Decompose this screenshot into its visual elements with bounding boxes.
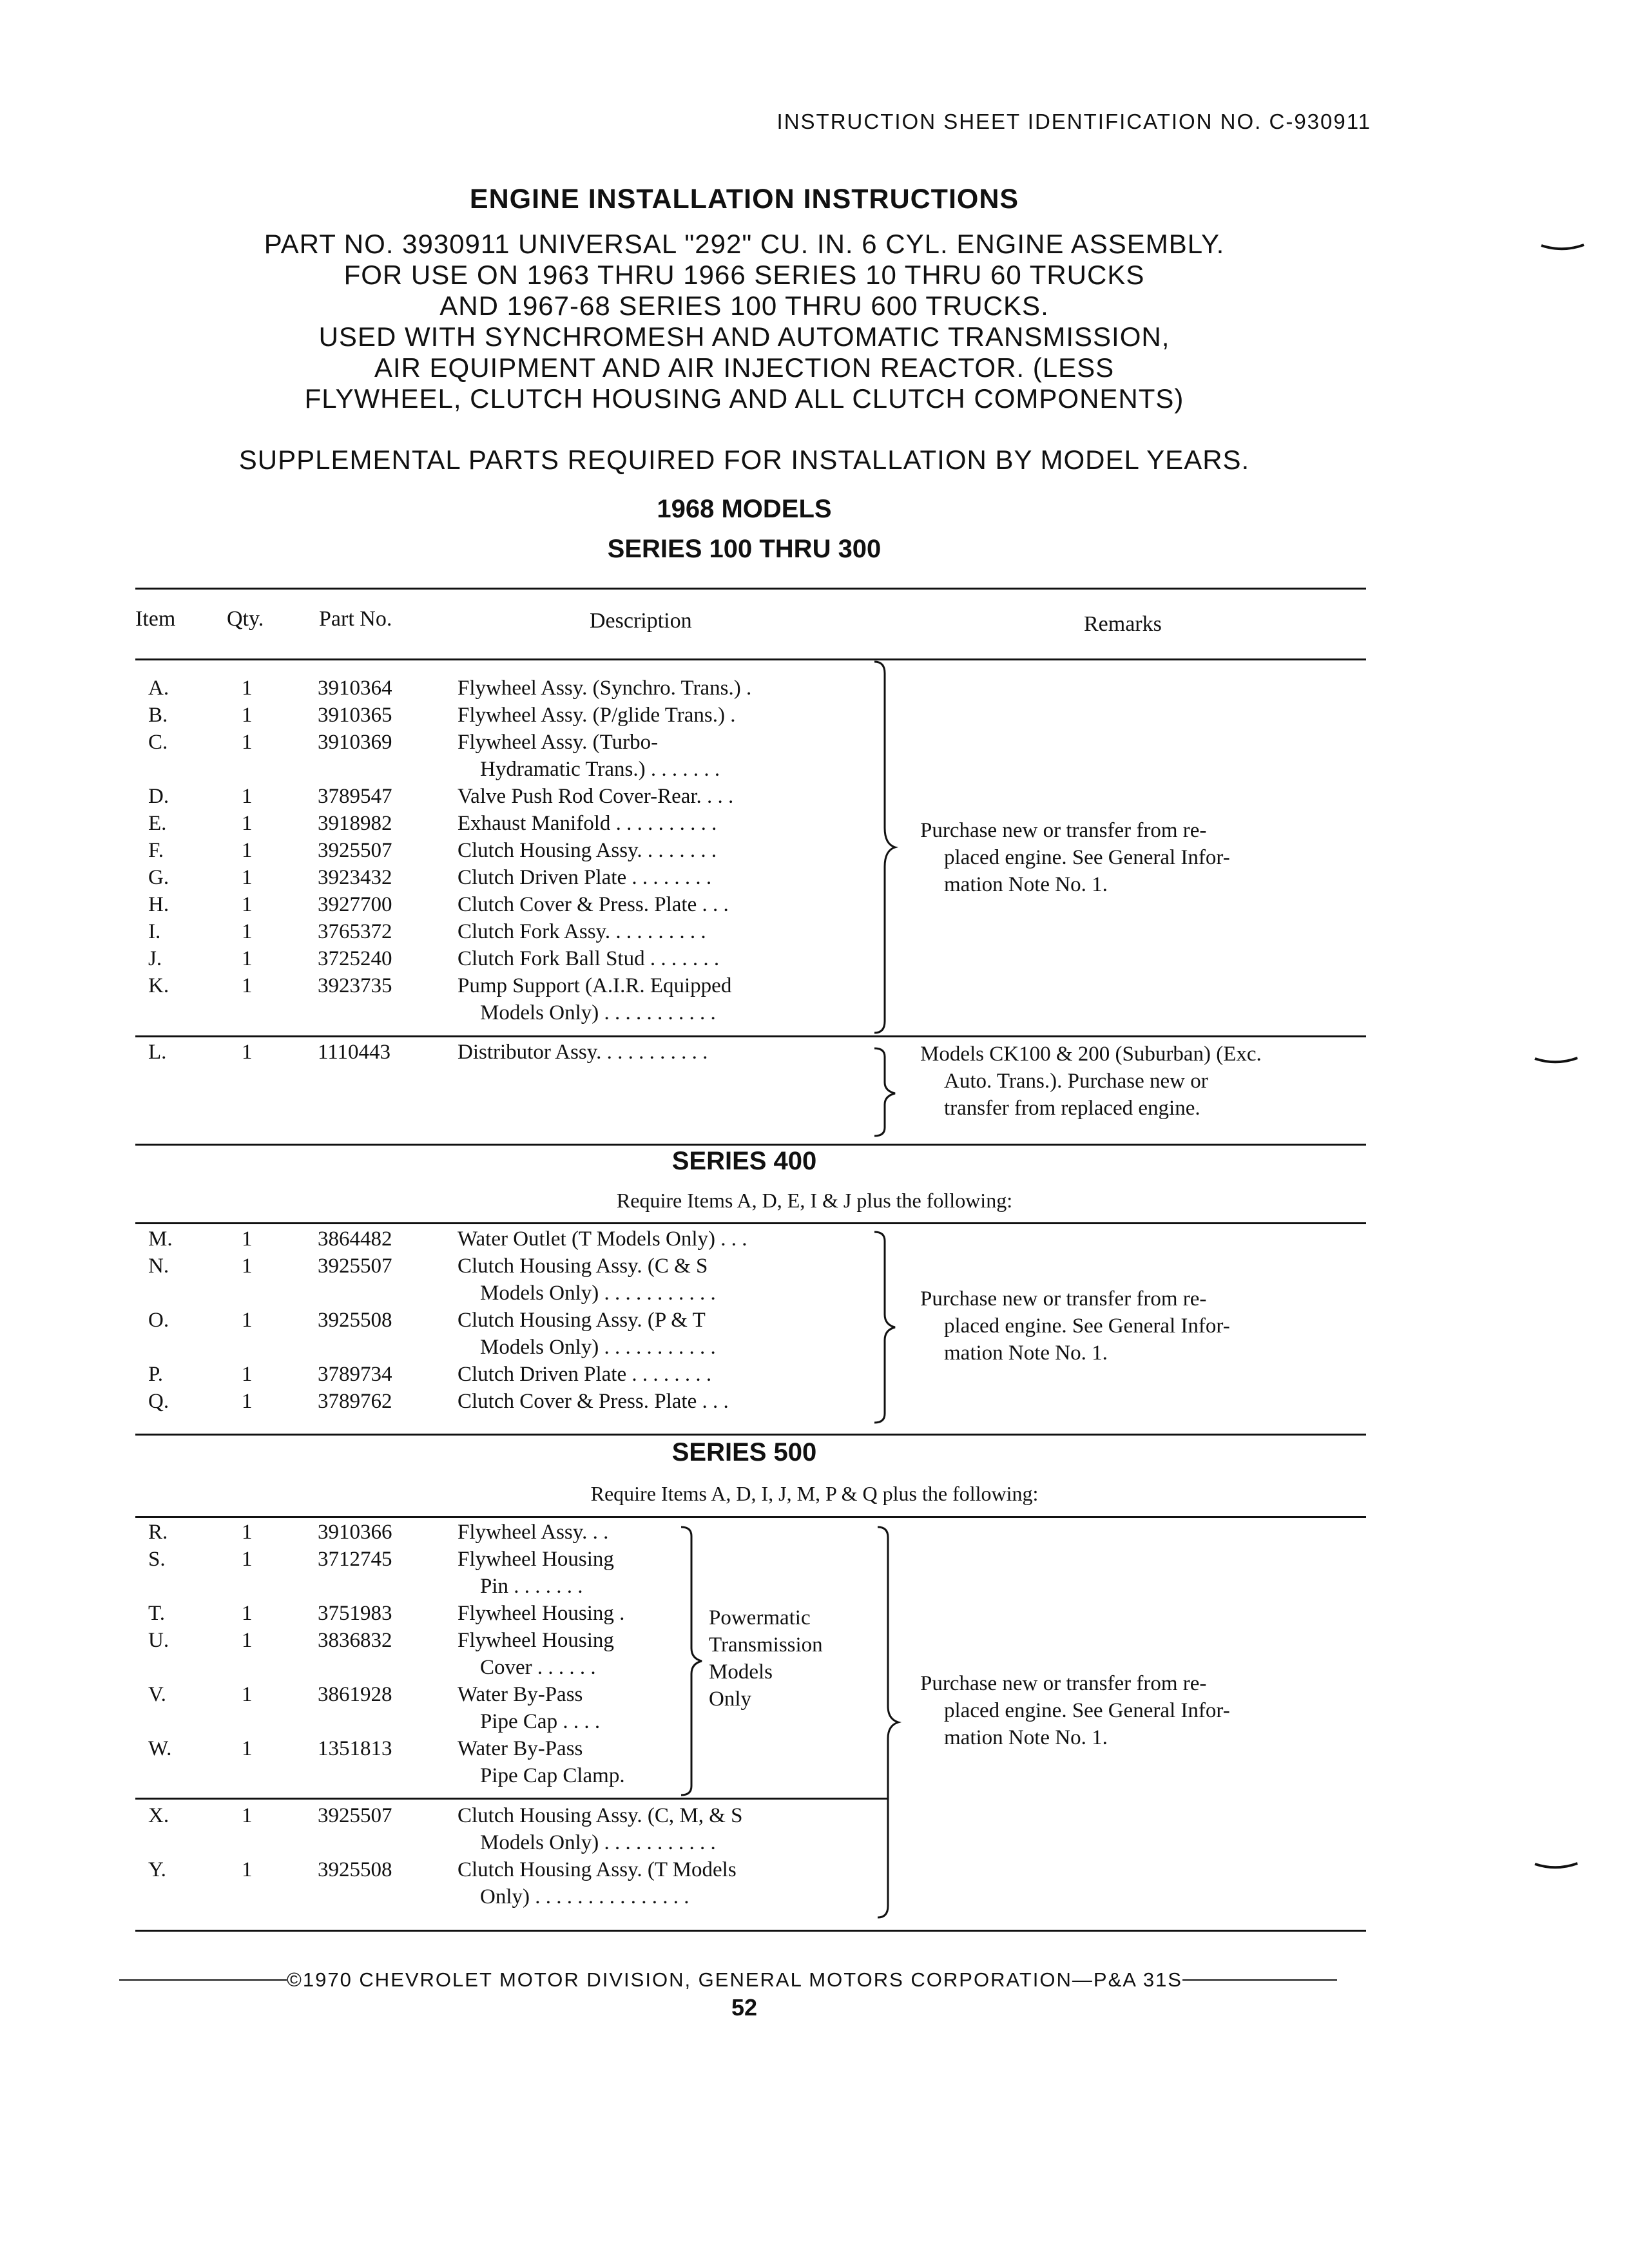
qty-cell: 1	[242, 974, 253, 997]
item-cell: H.	[148, 893, 169, 916]
part-description-line: PART NO. 3930911 UNIVERSAL "292" CU. IN. 6 CYL. ENGINE ASSEMBLY.	[264, 229, 1225, 259]
column-header-part-no: Part No.	[319, 607, 392, 631]
description-continuation: Hydramatic Trans.) . . . . . . .	[480, 758, 720, 781]
description-continuation: Pin . . . . . . .	[480, 1575, 583, 1598]
item-cell: K.	[148, 974, 169, 997]
qty-cell: 1	[242, 1254, 253, 1278]
footer-rule	[119, 1979, 287, 1981]
qty-cell: 1	[242, 866, 253, 889]
part-cell: 3927700	[318, 893, 392, 916]
description-cell: Pump Support (A.I.R. Equipped	[458, 974, 732, 997]
table-rule	[135, 1434, 1366, 1436]
qty-cell: 1	[242, 1548, 253, 1571]
item-cell: P.	[148, 1363, 163, 1386]
item-cell: R.	[148, 1521, 168, 1544]
qty-cell: 1	[242, 1804, 253, 1827]
description-cell: Clutch Housing Assy. (T Models	[458, 1858, 737, 1881]
item-cell: A.	[148, 677, 169, 700]
part-cell: 3712745	[318, 1548, 392, 1571]
remark-line: Models CK100 & 200 (Suburban) (Exc.	[920, 1043, 1262, 1066]
item-cell: X.	[148, 1804, 169, 1827]
table-row	[0, 731, 1629, 758]
description-cell: Clutch Fork Assy. . . . . . . . . .	[458, 920, 706, 943]
part-cell: 3910364	[318, 677, 392, 700]
item-cell: G.	[148, 866, 169, 889]
part-cell: 3725240	[318, 947, 392, 970]
description-continuation: Pipe Cap . . . .	[480, 1710, 601, 1733]
remark-line: placed engine. See General Infor-	[944, 846, 1230, 869]
remark-line: mation Note No. 1.	[944, 1726, 1108, 1749]
margin-mark	[1534, 1057, 1579, 1066]
item-cell: V.	[148, 1683, 166, 1706]
description-cell: Valve Push Rod Cover-Rear. . . .	[458, 785, 734, 808]
remark-line: mation Note No. 1.	[944, 1341, 1108, 1365]
remark-line: Purchase new or transfer from re-	[920, 1672, 1207, 1695]
page-title: ENGINE INSTALLATION INSTRUCTIONS	[469, 184, 1019, 215]
table-rule	[135, 1035, 1366, 1037]
table-row-continuation	[0, 758, 1629, 785]
qty-cell: 1	[242, 704, 253, 727]
description-cell: Clutch Driven Plate . . . . . . . .	[458, 1363, 712, 1386]
table-row-continuation	[0, 1710, 1629, 1737]
description-continuation: Only) . . . . . . . . . . . . . . .	[480, 1885, 689, 1908]
table-row-continuation	[0, 1831, 1629, 1858]
description-cell: Flywheel Assy. (Synchro. Trans.) .	[458, 677, 752, 700]
qty-cell: 1	[242, 812, 253, 835]
series-400-remark	[920, 1285, 1230, 1367]
right-brace	[876, 1526, 902, 1919]
part-cell: 3861928	[318, 1683, 392, 1706]
table-row	[0, 893, 1629, 920]
table-row	[0, 1041, 1629, 1068]
description-cell: Exhaust Manifold . . . . . . . . . .	[458, 812, 717, 835]
table-rule	[135, 1930, 1366, 1932]
part-cell: 3925507	[318, 1254, 392, 1278]
table-row	[0, 1737, 1629, 1764]
remark-line: Purchase new or transfer from re-	[920, 819, 1207, 842]
description-cell: Flywheel Housing	[458, 1629, 614, 1652]
part-cell: 3910365	[318, 704, 392, 727]
part-cell: 3765372	[318, 920, 392, 943]
description-cell: Clutch Housing Assy. . . . . . . .	[458, 839, 717, 862]
table-row-continuation	[0, 1282, 1629, 1309]
table-row	[0, 1227, 1629, 1254]
part-description-line: FOR USE ON 1963 THRU 1966 SERIES 10 THRU 60 TRUCKS	[343, 260, 1145, 290]
qty-cell: 1	[242, 785, 253, 808]
supplemental-heading: SUPPLEMENTAL PARTS REQUIRED FOR INSTALLATION BY MODEL YEARS.	[238, 445, 1250, 475]
note-line: Only	[709, 1687, 751, 1711]
description-cell: Flywheel Housing .	[458, 1602, 625, 1625]
part-cell: 3923735	[318, 974, 392, 997]
description-continuation: Models Only) . . . . . . . . . . .	[480, 1831, 716, 1854]
series-400-requirement: Require Items A, D, E, I & J plus the following:	[616, 1189, 1013, 1212]
table-row-continuation	[0, 1336, 1629, 1363]
part-description-line: USED WITH SYNCHROMESH AND AUTOMATIC TRANSMISSION,	[318, 322, 1170, 352]
description-cell: Clutch Cover & Press. Plate . . .	[458, 1390, 729, 1413]
remark-line: Purchase new or transfer from re-	[920, 1287, 1207, 1311]
item-cell: L.	[148, 1041, 167, 1064]
part-cell: 3925507	[318, 839, 392, 862]
item-cell: N.	[148, 1254, 169, 1278]
item-cell: J.	[148, 947, 162, 970]
part-cell: 3925507	[318, 1804, 392, 1827]
item-cell: W.	[148, 1737, 172, 1760]
series-500-heading: SERIES 500	[671, 1438, 817, 1466]
table-row-continuation	[0, 1764, 1629, 1791]
item-cell: C.	[148, 731, 168, 754]
qty-cell: 1	[242, 1309, 253, 1332]
models-heading: 1968 MODELS	[657, 495, 832, 523]
part-description	[0, 229, 1489, 414]
column-header-item: Item	[135, 607, 176, 631]
qty-cell: 1	[242, 731, 253, 754]
description-cell: Flywheel Housing	[458, 1548, 614, 1571]
table-row	[0, 1521, 1629, 1548]
part-cell: 3836832	[318, 1629, 392, 1652]
table-row	[0, 1548, 1629, 1575]
qty-cell: 1	[242, 1521, 253, 1544]
remark-line: placed engine. See General Infor-	[944, 1314, 1230, 1338]
page-number: 52	[731, 1994, 758, 2021]
description-cell: Flywheel Assy. (Turbo-	[458, 731, 659, 754]
part-cell: 1351813	[318, 1737, 392, 1760]
description-cell: Water Outlet (T Models Only) . . .	[458, 1227, 747, 1251]
table-row	[0, 1390, 1629, 1417]
description-cell: Flywheel Assy. (P/glide Trans.) .	[458, 704, 736, 727]
series-100-heading: SERIES 100 THRU 300	[607, 535, 882, 563]
column-header-remarks: Remarks	[1084, 612, 1162, 636]
qty-cell: 1	[242, 1683, 253, 1706]
margin-mark	[1540, 244, 1585, 253]
part-cell: 3918982	[318, 812, 392, 835]
part-cell: 3910366	[318, 1521, 392, 1544]
table-row	[0, 1254, 1629, 1282]
item-cell: D.	[148, 785, 169, 808]
table-row	[0, 785, 1629, 812]
column-header-qty: Qty.	[227, 607, 264, 631]
description-continuation: Cover . . . . . .	[480, 1656, 596, 1679]
item-cell: T.	[148, 1602, 165, 1625]
part-description-line: AND 1967-68 SERIES 100 THRU 600 TRUCKS.	[439, 291, 1049, 321]
remark-line: mation Note No. 1.	[944, 873, 1108, 896]
description-cell: Clutch Housing Assy. (P & T	[458, 1309, 706, 1332]
table-rule	[135, 1144, 1366, 1146]
remark-line: Auto. Trans.). Purchase new or	[944, 1070, 1208, 1093]
item-cell: Y.	[148, 1858, 166, 1881]
part-cell: 3789734	[318, 1363, 392, 1386]
part-cell: 1110443	[318, 1041, 391, 1064]
qty-cell: 1	[242, 677, 253, 700]
series-500-requirement: Require Items A, D, I, J, M, P & Q plus the following:	[590, 1482, 1039, 1505]
table-row	[0, 677, 1629, 704]
series-100-remark	[920, 817, 1230, 898]
table-row	[0, 1309, 1629, 1336]
item-cell: Q.	[148, 1390, 169, 1413]
part-cell: 3925508	[318, 1858, 392, 1881]
description-cell: Clutch Driven Plate . . . . . . . .	[458, 866, 712, 889]
part-cell: 3864482	[318, 1227, 392, 1251]
table-row-continuation	[0, 1575, 1629, 1602]
qty-cell: 1	[242, 1602, 253, 1625]
right-brace	[873, 1231, 899, 1424]
table-rule	[135, 588, 1366, 590]
qty-cell: 1	[242, 1041, 253, 1064]
series-400-heading: SERIES 400	[671, 1147, 817, 1175]
qty-cell: 1	[242, 1227, 253, 1251]
qty-cell: 1	[242, 1629, 253, 1652]
note-line: Models	[709, 1660, 773, 1684]
description-cell: Water By-Pass	[458, 1737, 583, 1760]
qty-cell: 1	[242, 893, 253, 916]
item-cell: B.	[148, 704, 168, 727]
description-cell: Flywheel Assy. . .	[458, 1521, 609, 1544]
column-header-description: Description	[590, 609, 692, 633]
description-cell: Clutch Fork Ball Stud . . . . . . .	[458, 947, 720, 970]
table-rule	[135, 1798, 888, 1800]
qty-cell: 1	[242, 920, 253, 943]
table-rule	[135, 1516, 1366, 1518]
part-cell: 3789762	[318, 1390, 392, 1413]
description-continuation: Models Only) . . . . . . . . . . .	[480, 1001, 716, 1024]
qty-cell: 1	[242, 1858, 253, 1881]
part-cell: 3923432	[318, 866, 392, 889]
table-rule	[135, 658, 1366, 660]
part-description-line: FLYWHEEL, CLUTCH HOUSING AND ALL CLUTCH COMPONENTS)	[304, 383, 1184, 414]
right-brace	[680, 1526, 706, 1796]
copyright-footer	[119, 1968, 1337, 1992]
instruction-sheet-id: INSTRUCTION SHEET IDENTIFICATION NO. C-930911	[776, 110, 1371, 133]
table-row-continuation	[0, 1885, 1629, 1912]
copyright-text: ©1970 CHEVROLET MOTOR DIVISION, GENERAL MOTORS CORPORATION—P&A 31S	[287, 1968, 1182, 1991]
remark-line: placed engine. See General Infor-	[944, 1699, 1230, 1722]
right-brace	[873, 660, 899, 1034]
table-row	[0, 866, 1629, 893]
right-brace	[873, 1047, 899, 1137]
note-line: Transmission	[709, 1633, 823, 1657]
description-cell: Clutch Housing Assy. (C, M, & S	[458, 1804, 743, 1827]
item-cell: E.	[148, 812, 167, 835]
item-cell: U.	[148, 1629, 169, 1652]
item-cell: O.	[148, 1309, 169, 1332]
item-cell: I.	[148, 920, 161, 943]
table-row	[0, 920, 1629, 947]
description-cell: Clutch Cover & Press. Plate . . .	[458, 893, 729, 916]
description-continuation: Models Only) . . . . . . . . . . .	[480, 1336, 716, 1359]
qty-cell: 1	[242, 1363, 253, 1386]
table-row	[0, 704, 1629, 731]
table-row	[0, 974, 1629, 1001]
description-cell: Water By-Pass	[458, 1683, 583, 1706]
table-row	[0, 812, 1629, 839]
item-cell: S.	[148, 1548, 166, 1571]
part-cell: 3751983	[318, 1602, 392, 1625]
qty-cell: 1	[242, 947, 253, 970]
item-cell: M.	[148, 1227, 173, 1251]
table-row	[0, 1363, 1629, 1390]
qty-cell: 1	[242, 1390, 253, 1413]
part-cell: 3910369	[318, 731, 392, 754]
description-cell: Clutch Housing Assy. (C & S	[458, 1254, 708, 1278]
table-row	[0, 839, 1629, 866]
table-row	[0, 1858, 1629, 1885]
table-row-continuation	[0, 1001, 1629, 1028]
part-cell: 3925508	[318, 1309, 392, 1332]
row-l-remark	[920, 1041, 1262, 1122]
footer-rule	[1182, 1979, 1337, 1981]
part-description-line: AIR EQUIPMENT AND AIR INJECTION REACTOR. (LESS	[374, 352, 1115, 383]
table-row	[0, 947, 1629, 974]
description-continuation: Models Only) . . . . . . . . . . .	[480, 1282, 716, 1305]
series-500-remark	[920, 1670, 1230, 1751]
description-continuation: Pipe Cap Clamp.	[480, 1764, 625, 1787]
powermatic-note	[709, 1604, 823, 1713]
note-line: Powermatic	[709, 1606, 811, 1629]
part-cell: 3789547	[318, 785, 392, 808]
margin-mark	[1534, 1862, 1579, 1871]
item-cell: F.	[148, 839, 164, 862]
table-rule	[135, 1222, 1366, 1224]
table-row	[0, 1804, 1629, 1831]
qty-cell: 1	[242, 839, 253, 862]
qty-cell: 1	[242, 1737, 253, 1760]
remark-line: transfer from replaced engine.	[944, 1097, 1200, 1120]
description-cell: Distributor Assy. . . . . . . . . . .	[458, 1041, 708, 1064]
